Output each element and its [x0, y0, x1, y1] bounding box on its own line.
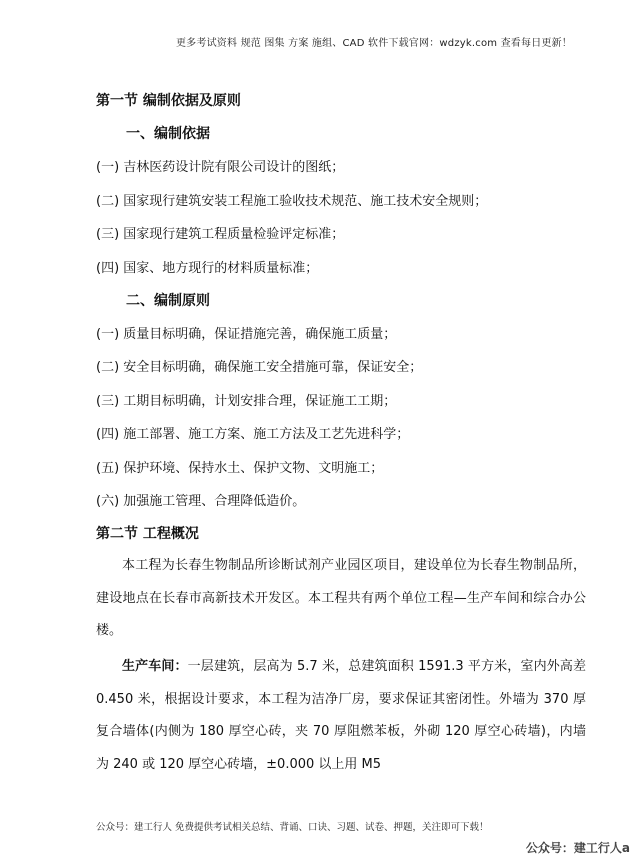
paragraph-body: 一层建筑，层高为 5.7 米，总建筑面积 1591.3 平方米，室内外高差 0.450 米，根据设计要求，本工程为洁净厂房，要求保证其密闭性。外墙为 370 厚复合墙体(内侧为 180 厚空心砖，夹 70 厚阻燃苯板，外砌 120 厚空心砖墙)，内墙为 240 或 120 厚空心砖墙，±0.000 以上用 M5 — [96, 659, 586, 772]
basis-title: 一、编制依据 — [126, 126, 210, 142]
principle-item: (三) 工期目标明确，计划安排合理，保证施工工期； — [96, 394, 397, 409]
header-note: 更多考试资料 规范 图集 方案 施组、CAD 软件下载官网：wdzyk.com 查看每日更新！ — [175, 38, 572, 49]
principle-item: (四) 施工部署、施工方案、施工方法及工艺先进科学； — [96, 427, 410, 442]
basis-item: (一) 吉林医药设计院有限公司设计的图纸； — [96, 160, 345, 175]
section-2-title: 第二节 工程概况 — [96, 526, 199, 542]
principle-item: (六) 加强施工管理、合理降低造价。 — [96, 494, 306, 509]
paragraph-lead: 生产车间： — [122, 659, 188, 674]
section-1-title: 第一节 编制依据及原则 — [96, 93, 241, 109]
principle-item: (一) 质量目标明确，保证措施完善，确保施工质量； — [96, 327, 397, 342]
watermark: 公众号：建工行人a — [525, 841, 630, 855]
principle-item: (二) 安全目标明确，确保施工安全措施可靠，保证安全； — [96, 360, 423, 375]
basis-item: (三) 国家现行建筑工程质量检验评定标准； — [96, 227, 345, 242]
principles-title: 二、编制原则 — [126, 293, 210, 309]
footer-note: 公众号：建工行人 免费提供考试相关总结、背诵、口诀、习题、试卷、押题，关注即可下载！ — [96, 822, 489, 833]
production-workshop-paragraph — [96, 651, 586, 781]
project-overview-paragraph: 本工程为长春生物制品所诊断试剂产业园区项目，建设单位为长春生物制品所，建设地点在长春市高新技术开发区。本工程共有两个单位工程—生产车间和综合办公楼。 — [96, 558, 586, 638]
basis-item: (二) 国家现行建筑安装工程施工验收技术规范、施工技术安全规则； — [96, 194, 488, 209]
basis-item: (四) 国家、地方现行的材料质量标准； — [96, 261, 319, 276]
principle-item: (五) 保护环境、保持水土、保护文物、文明施工； — [96, 461, 384, 476]
